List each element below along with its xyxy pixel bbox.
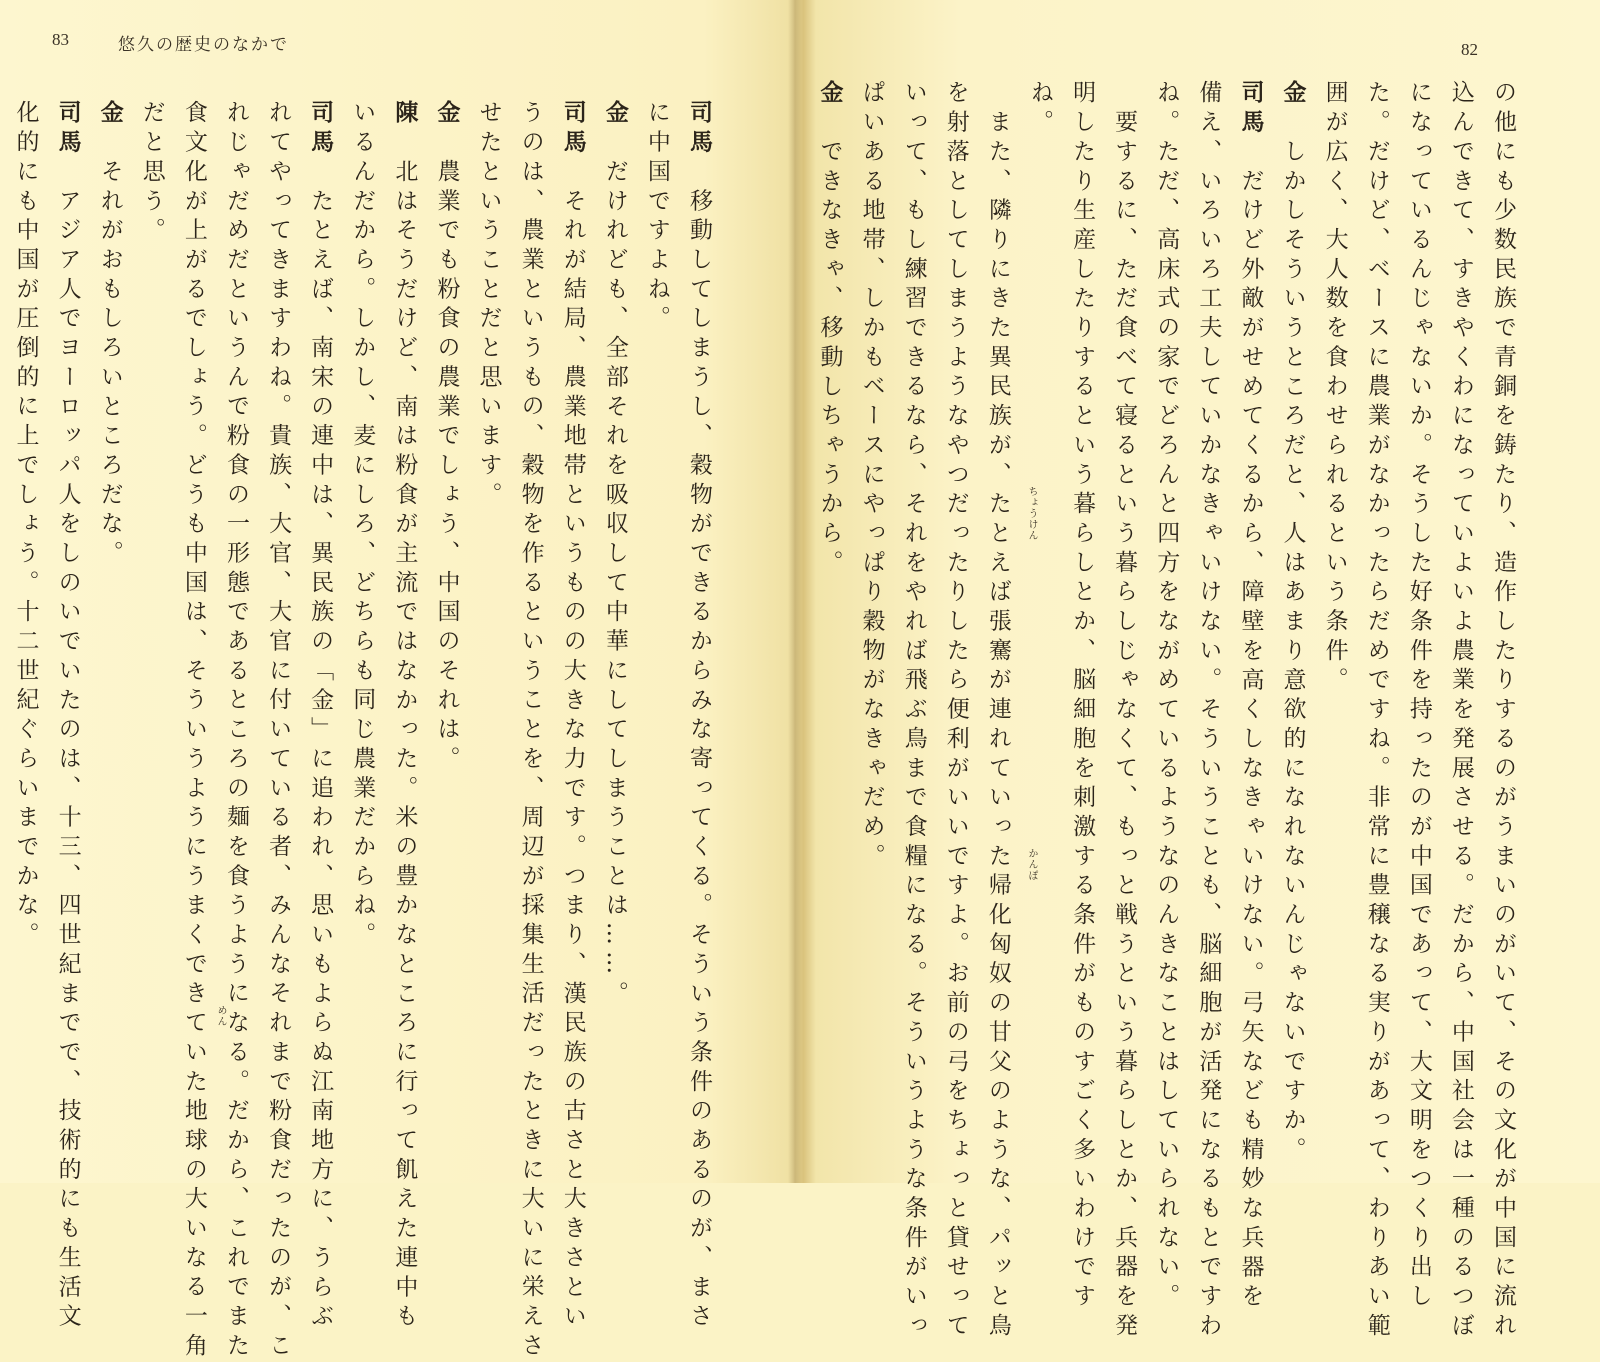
left-page-body: [12, 100, 720, 1362]
line-text: だと思う。: [138, 100, 165, 247]
line-text: 明したり生産したりするという暮らしとか、脳細胞を刺激する条件がものすごく多いわけです: [1069, 80, 1096, 1313]
line-text: しかしそういうところだと、人はあまり意欲的になれないんじゃないですか。: [1279, 138, 1306, 1166]
speaker-label: 金: [816, 80, 843, 110]
book-gutter: [788, 0, 802, 1183]
text-line: [467, 100, 509, 1160]
line-text: また、隣りにきた異民族が、たとえば張騫が連れていった帰化匈奴の甘父のような、パッと鳥: [984, 80, 1011, 1343]
speaker-label: 金: [601, 100, 628, 130]
text-line: [893, 80, 935, 1343]
text-line: [510, 100, 552, 1362]
text-line: [215, 100, 257, 1362]
text-line: [935, 80, 977, 1343]
line-text: た。だけど、ベースに農業がなかったらだめですね。非常に豊穣なる実りがあって、わりあい範: [1363, 80, 1390, 1343]
right-page-body: [816, 80, 1524, 1343]
line-text: 備え、いろいろ工夫していかなきゃいけない。そういうことも、脳細胞が活発になるもとですわ: [1195, 80, 1222, 1343]
text-line: [1314, 80, 1356, 1160]
speaker-label: 司馬: [307, 100, 334, 159]
line-text: うのは、農業というもの、穀物を作るということを、周辺が採集生活だったときに大いに栄えさ: [517, 100, 544, 1362]
right-page: [802, 0, 1600, 1343]
text-line: [131, 100, 173, 1160]
text-line: [1440, 80, 1482, 1343]
line-text: 囲が広く、大人数を食わせられるという条件。: [1321, 80, 1348, 697]
text-line: [4, 100, 46, 1160]
text-line: [1019, 80, 1061, 1160]
running-head: 悠久の歴史のなかで: [118, 35, 289, 55]
ruby-kanpo: かんぽ: [1026, 848, 1037, 881]
line-text: いって、もし練習できるなら、それをやれば飛ぶ鳥まで食糧になる。そういうような条件がいっ: [900, 80, 927, 1343]
text-line: [1187, 80, 1229, 1343]
text-line: [383, 100, 425, 1333]
line-text: 農業でも粉食の農業でしょう、中国のそれは。: [433, 158, 460, 776]
line-text: せたということだと思います。: [475, 100, 502, 511]
line-text: 北はそうだけど、南は粉食が主流ではなかった。米の豊かなところに行って飢えた連中も: [391, 158, 418, 1333]
text-line: [851, 80, 893, 1160]
line-text: ね。ただ、高床式の家でどろんと四方をながめているようなのんきなことはしていられない。: [1153, 80, 1180, 1313]
line-text: いるんだから。しかし、麦にしろ、どちらも同じ農業だからね。: [349, 100, 376, 952]
page-number: 82: [1461, 40, 1478, 59]
text-line: [977, 80, 1019, 1343]
speaker-label: 陳: [391, 100, 418, 130]
text-line: [1145, 80, 1187, 1313]
text-line: [173, 100, 215, 1362]
text-line: [1356, 80, 1398, 1343]
line-text: アジア人でヨーロッパ人をしのいでいたのは、十三、四世紀までで、技術的にも生活文: [54, 188, 81, 1333]
text-line: [257, 100, 299, 1362]
ruby-men: めん: [215, 1005, 226, 1027]
line-text: できなきゃ、移動しちゃうから。: [816, 138, 843, 579]
text-line: [552, 100, 594, 1333]
speaker-label: 司馬: [559, 100, 586, 159]
speaker-label: 司馬: [54, 100, 81, 159]
line-text: 込んできて、すきやくわになっていよいよ農業を発展させる。だから、中国社会は一種のるつぼ: [1447, 80, 1474, 1343]
line-text: ぱいある地帯、しかもベースにやっぱり穀物がなきゃだめ。: [858, 80, 885, 873]
text-line: [341, 100, 383, 1160]
text-line: [47, 100, 89, 1333]
line-text: れじゃだめだというんで粉食の一形態であるところの麺を食うようになる。だから、これでまた: [222, 100, 249, 1362]
text-line: [1061, 80, 1103, 1313]
text-line: [808, 80, 850, 1160]
line-text: だけれども、全部それを吸収して中華にしてしまうことは……。: [601, 158, 628, 1010]
page-number: 83: [52, 30, 69, 49]
text-line: [1229, 80, 1271, 1313]
line-text: れてやってきますわね。貴族、大官、大官に付いている者、みんなそれまで粉食だったのが、こ: [265, 100, 292, 1362]
text-line: [425, 100, 467, 1160]
speaker-label: 司馬: [1237, 80, 1264, 139]
line-text: 化的にも中国が圧倒的に上でしょう。十二世紀ぐらいまでかな。: [12, 100, 39, 952]
speaker-label: 金: [433, 100, 460, 130]
line-text: 要するに、ただ食べて寝るという暮らしじゃなくて、もっと戦うという暮らしとか、兵器を発: [1111, 80, 1138, 1343]
text-line: [1103, 80, 1145, 1343]
line-text: たとえば、南宋の連中は、異民族の「金」に追われ、思いもよらぬ江南地方に、うらぶ: [307, 188, 334, 1333]
line-text: の他にも少数民族で青銅を鋳たり、造作したりするのがうまいのがいて、その文化が中国に流れ: [1490, 80, 1516, 1343]
speaker-label: 司馬: [686, 100, 712, 159]
text-line: [1482, 80, 1524, 1343]
text-line: [89, 100, 131, 1160]
text-line: [299, 100, 341, 1333]
line-text: 食文化が上がるでしょう。どうも中国は、そういうようにうまくできていた地球の大いなる一角: [180, 100, 207, 1362]
line-text: だけど外敵がせめてくるから、障壁を高くしなきゃいけない。弓矢なども精妙な兵器を: [1237, 168, 1264, 1313]
line-text: 移動してしまうし、穀物ができるからみな寄ってくる。そういう条件のあるのが、まさ: [686, 188, 712, 1333]
left-page: [0, 0, 790, 1362]
line-text: を射落としてしまうようなやつだったりしたら便利がいいですよ。お前の弓をちょっと貸せって: [942, 80, 969, 1343]
text-line: [678, 100, 720, 1333]
text-line: [636, 100, 678, 1160]
line-text: ね。: [1026, 80, 1053, 139]
line-text: それが結局、農業地帯というものの大きな力です。つまり、漢民族の古さと大きさとい: [559, 188, 586, 1333]
speaker-label: 金: [1279, 80, 1306, 110]
text-line: [1271, 80, 1313, 1166]
text-line: [594, 100, 636, 1160]
line-text: それがおもしろいところだな。: [96, 158, 123, 570]
speaker-label: 金: [96, 100, 123, 130]
text-line: [1398, 80, 1440, 1313]
line-text: になっているんじゃないか。そうした好条件を持ったのが中国であって、大文明をつくり出し: [1405, 80, 1432, 1313]
line-text: に中国ですよね。: [643, 100, 670, 335]
ruby-chouken: ちょうけん: [1026, 486, 1037, 541]
